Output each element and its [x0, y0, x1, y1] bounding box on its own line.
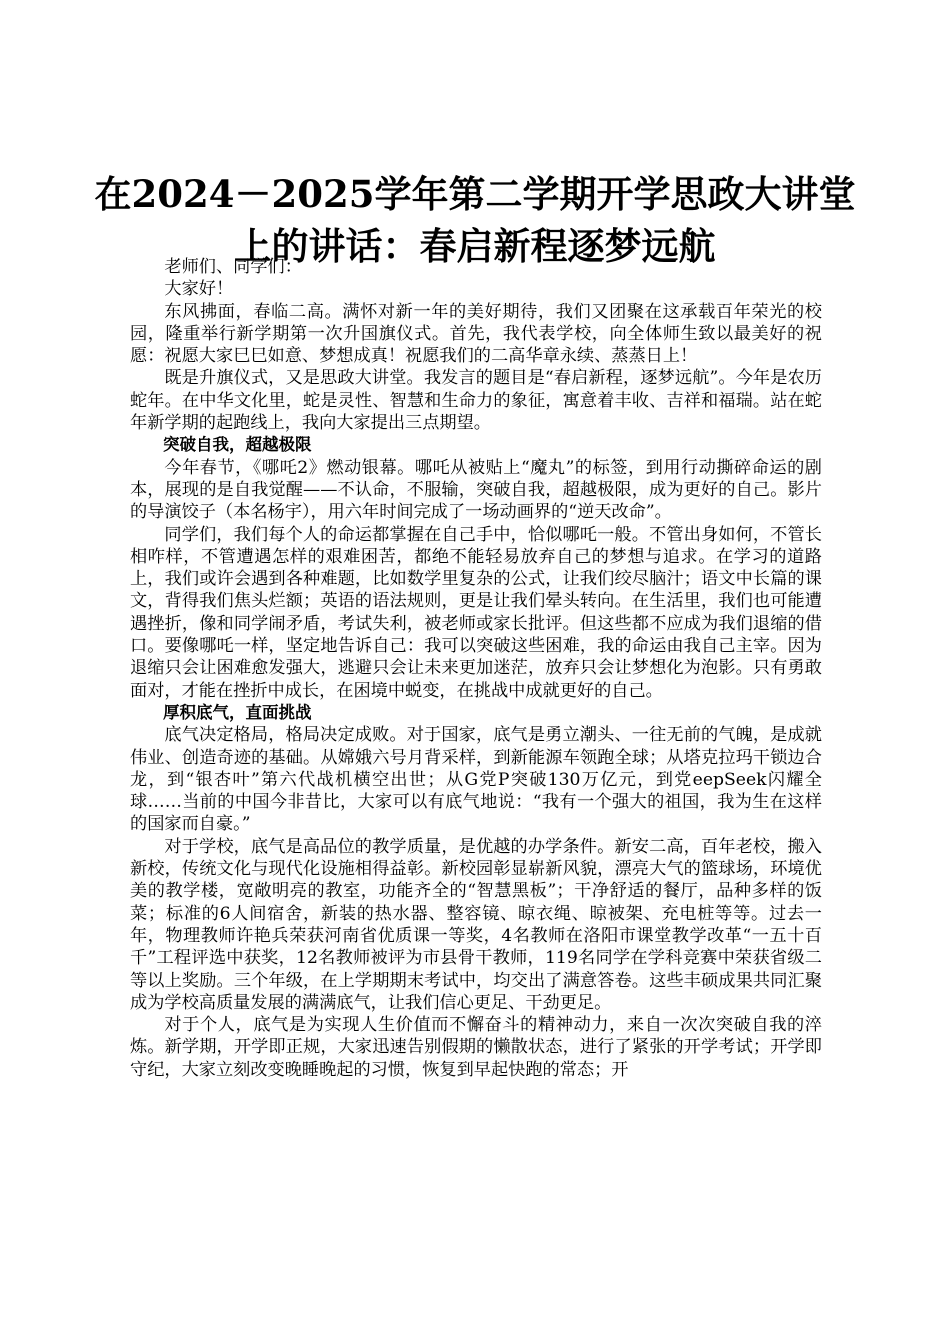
body-paragraph: 既是升旗仪式，又是思政大讲堂。我发言的题目是“春启新程，逐梦远航”。今年是农历蛇年。在中华文化里，蛇是灵性、智慧和生命力的象征，寓意着丰收、吉祥和福瑞。站在蛇年新学期的起跑线上，我向大家提出三点期望。	[130, 368, 822, 434]
greeting: 大家好！	[164, 279, 234, 300]
section-heading: 突破自我，超越极限	[163, 435, 312, 455]
title-line-1: 在2024－2025学年第二学期开学思政大讲堂	[94, 172, 856, 216]
body-paragraph: 对于个人，底气是为实现人生价值而不懈奋斗的精神动力，来自一次次突破自我的淬炼。新学期，开学即正规，大家迅速告别假期的懒散状态，进行了紧张的开学考试；开学即守纪，大家立刻改变晚睡晚起的习惯，恢复到早起快跑的常态；开	[130, 1015, 822, 1080]
body-paragraph: 东风拂面，春临二高。满怀对新一年的美好期待，我们又团聚在这承载百年荣光的校园，隆重举行新学期第一次升国旗仪式。首先，我代表学校，向全体师生致以最美好的祝愿：祝愿大家巳巳如意、梦想成真！祝愿我们的二高华章永续、蒸蒸日上！	[130, 301, 822, 367]
body-paragraph: 今年春节，《哪吒2》燃动银幕。哪吒从被贴上“魔丸”的标签，到用行动撕碎命运的剧本，展现的是自我觉醒——不认命，不服输，突破自我，超越极限，成为更好的自己。影片的导演饺子（本名杨宇），用六年时间完成了一场动画界的“逆天改命”。	[130, 457, 822, 523]
body-paragraph: 底气决定格局，格局决定成败。对于国家，底气是勇立潮头、一往无前的气魄，是成就伟业、创造奇迹的基础。从嫦娥六号月背采样，到新能源车领跑全球；从塔克拉玛干锁边合龙，到“银杏叶”第六代战机横空出世；从G党P突破130万亿元，到党eepSeek闪耀全球……当前的中国今非昔比，大家可以有底气地说：“我有一个强大的祖国，我为生在这样的国家而自豪。”	[130, 725, 822, 835]
title-line-2: 上的讲话：春启新程逐梦远航	[234, 224, 716, 268]
section-heading: 厚积底气，直面挑战	[163, 702, 312, 722]
body-paragraph: 同学们，我们每个人的命运都掌握在自己手中，恰似哪吒一般。不管出身如何，不管长相咋样，不管遭遇怎样的艰难困苦，都绝不能轻易放弃自己的梦想与追求。在学习的道路上，我们或许会遇到各种难题，比如数学里复杂的公式，让我们绞尽脑汁；语文中长篇的课文，背得我们焦头烂额；英语的语法规则，更是让我们晕头转向。在生活里，我们也可能遭遇挫折，像和同学闹矛盾，考试失利，被老师或家长批评。但这些都不应成为我们退缩的借口。要像哪吒一样，坚定地告诉自己：我可以突破这些困难，我的命运由我自己主宰。因为退缩只会让困难愈发强大，逃避只会让未来更加迷茫，放弃只会让梦想化为泡影。只有勇敢面对，才能在挫折中成长，在困境中蜕变，在挑战中成就更好的自己。	[130, 524, 822, 701]
document-body	[130, 256, 822, 1081]
salutation: 老师们、同学们：	[164, 257, 302, 277]
body-paragraph: 对于学校，底气是高品位的教学质量，是优越的办学条件。新安二高，百年老校，搬入新校，传统文化与现代化设施相得益彰。新校园彰显崭新风貌，漂亮大气的篮球场，环境优美的教学楼，宽敞明亮的教室，功能齐全的“智慧黑板”；干净舒适的餐厅，品种多样的饭菜；标准的6人间宿舍，新装的热水器、整容镜、晾衣绳、晾被架、充电桩等等。过去一年，物理教师许艳兵荣获河南省优质课一等奖，4名教师在洛阳市课堂教学改革“一五十百千”工程评选中获奖，12名教师被评为市县骨干教师，119名同学在学科竞赛中荣获省级二等以上奖励。三个年级，在上学期期末考试中，均交出了满意答卷。这些丰硕成果共同汇聚成为学校高质量发展的满满底气，让我们信心更足、干劲更足。	[130, 836, 822, 1013]
